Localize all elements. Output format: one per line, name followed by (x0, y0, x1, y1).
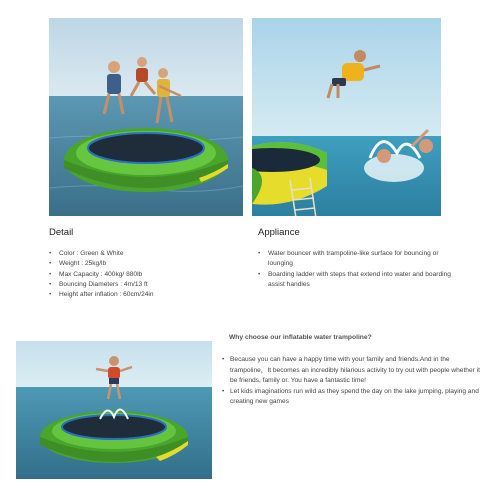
why-reason-imagination: Let kids imaginations run wild as they spend the day on the lake jumping, playing and creating new games (230, 387, 479, 406)
list-item (49, 249, 239, 259)
list-item (49, 280, 239, 290)
bullet-icon: • (49, 250, 52, 257)
trampoline-kids-photo (49, 18, 243, 216)
bullet-icon: • (258, 250, 261, 257)
detail-list (49, 249, 239, 300)
detail-height: Height after inflation : 60cm/24in (59, 291, 154, 299)
bullet-icon: • (258, 270, 261, 278)
list-item (49, 270, 239, 280)
appliance-ladder: Boarding ladder with steps that extend into water and boarding assist handles (268, 270, 451, 288)
detail-weight: Weight : 25kg/lb (59, 260, 107, 268)
detail-diameter: Bouncing Diameters : 4m/13 ft (59, 280, 148, 288)
list-item (222, 355, 484, 387)
bullet-icon: • (222, 356, 225, 363)
why-reason-family: Because you can have a happy time with your family and friends.And in the trampoline，It becomes an incredibly hilarious activity to try out with people whether it be friends, family or. You have a fantastic time! (230, 356, 480, 385)
bullet-icon: • (222, 387, 225, 395)
bullet-icon: • (49, 280, 52, 288)
detail-heading: Detail (49, 227, 74, 238)
detail-color: Color : Green & White (59, 250, 124, 257)
why-choose-list (222, 355, 484, 408)
list-item (258, 249, 453, 270)
appliance-heading: Appliance (258, 227, 300, 238)
appliance-bouncer: Water bouncer with trampoline-like surface for bouncing or lounging (268, 250, 439, 268)
bullet-icon: • (49, 270, 52, 278)
detail-max-capacity: Max Capacity : 400kg/ 880lb (59, 270, 143, 278)
why-choose-title: Why choose our inflatable water trampoline? (229, 334, 372, 341)
water-jump-photo (252, 18, 441, 216)
list-item (49, 290, 239, 300)
bullet-icon: • (49, 260, 52, 268)
list-item (222, 387, 484, 408)
bullet-icon: • (49, 291, 52, 299)
list-item (258, 270, 453, 291)
list-item (49, 259, 239, 269)
child-jump-photo (16, 341, 212, 479)
appliance-list (258, 249, 453, 290)
